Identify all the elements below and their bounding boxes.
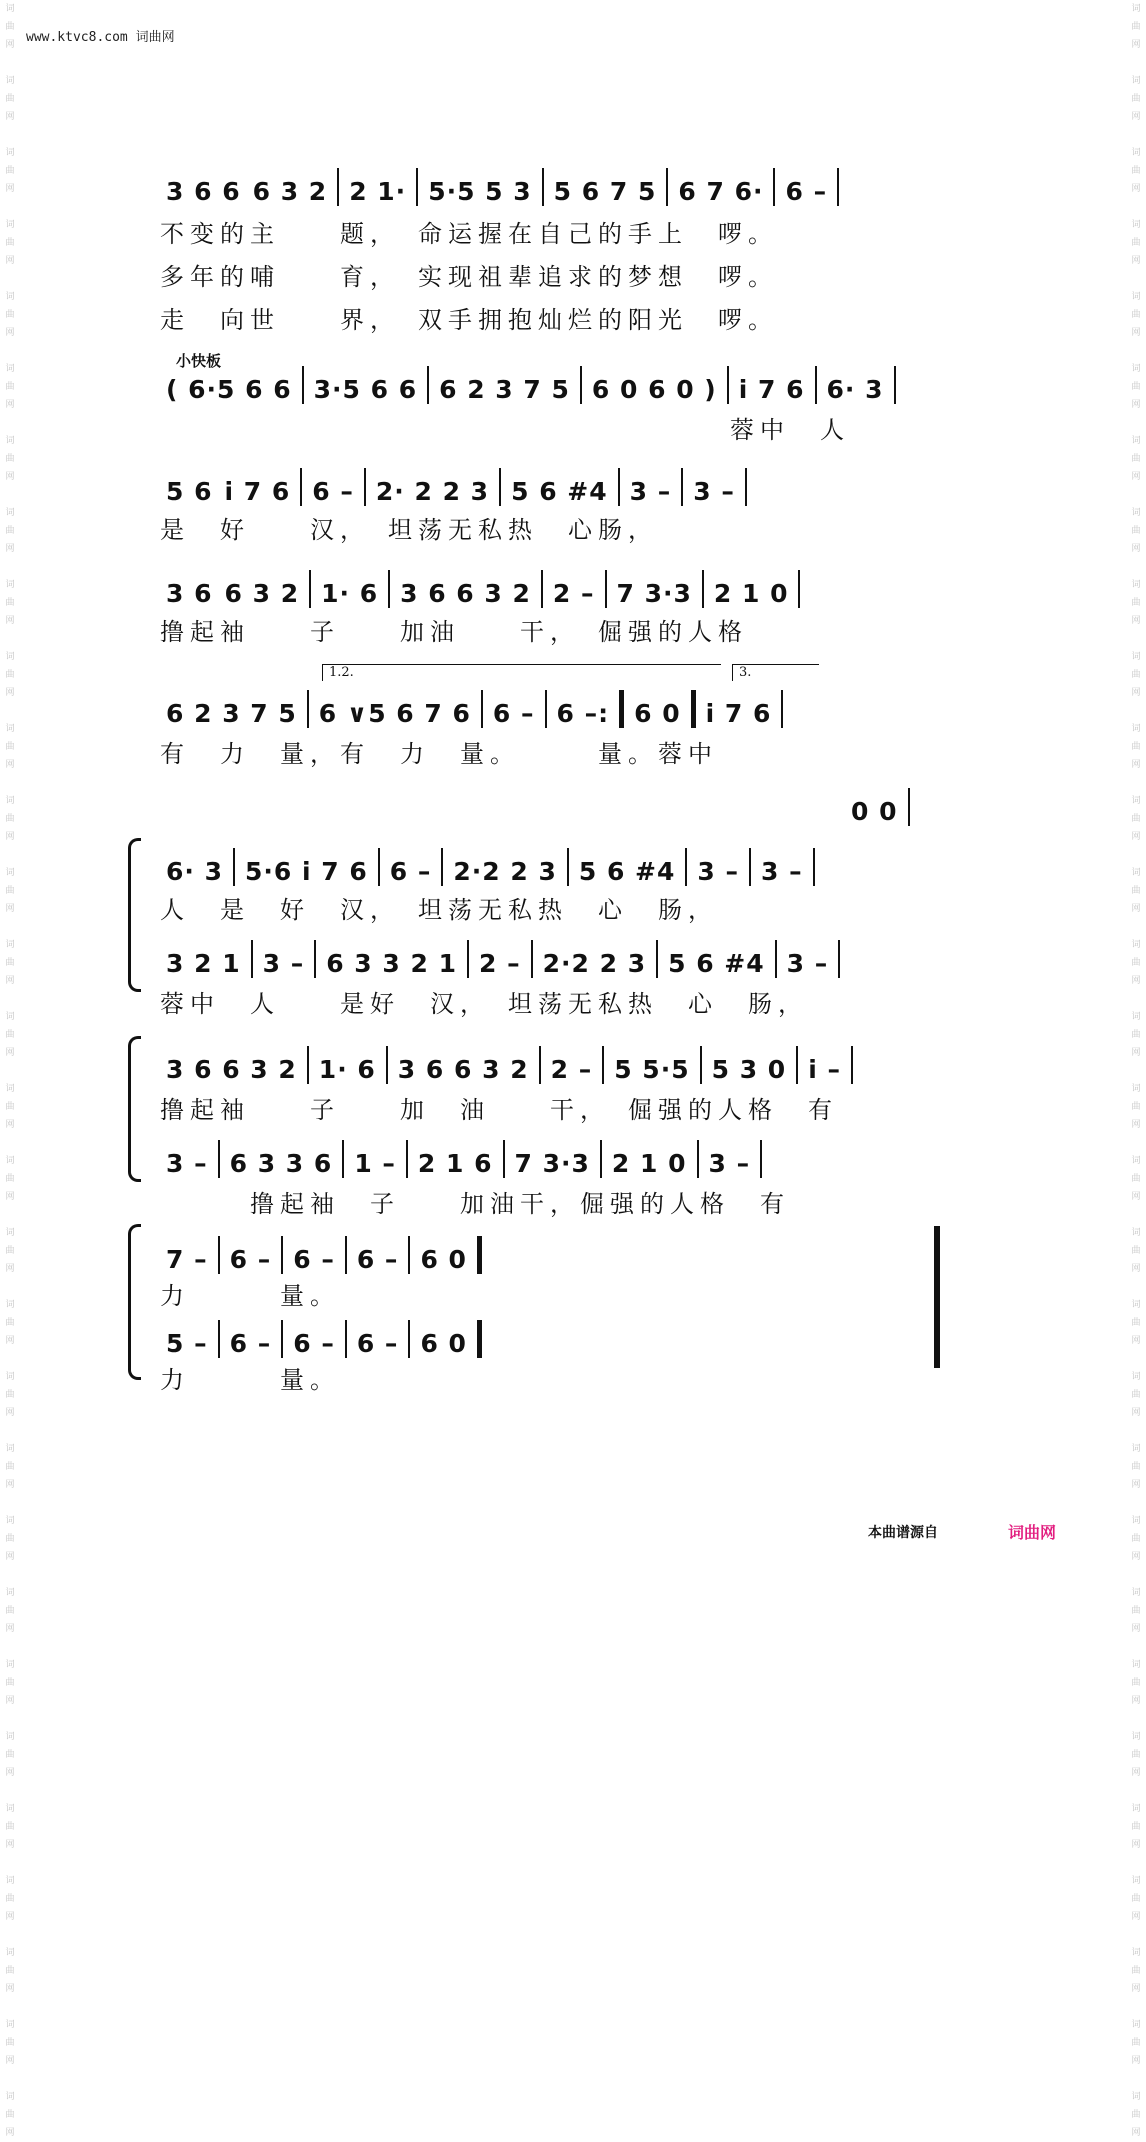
- site-url: www.ktvc8.com 词曲网: [26, 30, 175, 45]
- barline: [307, 690, 309, 728]
- note-group: 5 6 7 5: [553, 177, 657, 206]
- brace-system-10-11: [128, 1224, 141, 1380]
- note-group: 2 –: [552, 579, 595, 608]
- note-group: 2· 2 2 3: [375, 477, 490, 506]
- barline: [233, 848, 235, 886]
- note-group: 6 3 2: [224, 579, 300, 608]
- note-group: 0 0: [851, 797, 898, 826]
- barline: [531, 940, 533, 978]
- system-5-lower-notes: [845, 788, 956, 826]
- note-group: i 7 6: [224, 477, 291, 506]
- barline: [408, 1236, 410, 1274]
- barline: [416, 168, 418, 206]
- system-9-notes: [160, 1140, 986, 1178]
- barline: [345, 1236, 347, 1274]
- barline: [481, 690, 483, 728]
- barline: [681, 468, 683, 506]
- note-group: 6 0: [420, 1329, 467, 1358]
- volta-third-ending: 3.: [732, 664, 819, 681]
- note-group: 3 –: [786, 949, 829, 978]
- note-group: 6· 3: [826, 375, 884, 404]
- note-group: 2·2 2 3: [542, 949, 647, 978]
- barline: [838, 940, 840, 978]
- barline: [251, 940, 253, 978]
- barline: [427, 366, 429, 404]
- system-3-lyric: 是 好 汉， 坦荡无私热 心肠，: [160, 516, 658, 544]
- barline: [300, 468, 302, 506]
- barline: [691, 690, 696, 728]
- barline: [388, 570, 390, 608]
- right-watermark-strip: 词 曲 网 词 曲 网 词 曲 网 词 曲 网 词 曲 网 词 曲 网 词 曲 网 词 曲 网 词 曲 网 词 曲 网 词 曲 网 词 曲 网 词 曲 网 词 曲 网 词 曲 网 词 曲 网 词 曲 网 词 曲 网 词 曲 网 词 曲 网 词 曲 网 词 曲 网 词 曲 网 词 曲 网 词 曲 网 词 曲 网 词 曲 网 词 曲 网 词 曲 网 词 曲 网: [1131, 4, 1141, 2138]
- system-1-lyric-2: 多年的哺 育， 实现祖辈追求的梦想 啰。: [160, 263, 778, 291]
- note-group: 6 –: [229, 1245, 272, 1274]
- left-watermark-strip: 词 曲 网 词 曲 网 词 曲 网 词 曲 网 词 曲 网 词 曲 网 词 曲 网 词 曲 网 词 曲 网 词 曲 网 词 曲 网 词 曲 网 词 曲 网 词 曲 网 词 曲 网 词 曲 网 词 曲 网 词 曲 网 词 曲 网 词 曲 网 词 曲 网 词 曲 网 词 曲 网 词 曲 网 词 曲 网 词 曲 网 词 曲 网 词 曲 网 词 曲 网 词 曲 网: [5, 4, 15, 2138]
- barline: [760, 1140, 762, 1178]
- barline: [580, 366, 582, 404]
- system-4-notes: [160, 570, 986, 608]
- barline: [619, 690, 624, 728]
- barline: [314, 940, 316, 978]
- system-1-lyric-3: 走 向世 界， 双手拥抱灿烂的阳光 啰。: [160, 306, 778, 334]
- barline: [545, 690, 547, 728]
- note-group: 3·5 6 6: [313, 375, 418, 404]
- barline: [342, 1140, 344, 1178]
- barline: [700, 1046, 702, 1084]
- system-1-lyric-1: 不变的主 题， 命运握在自己的手上 啰。: [160, 220, 778, 248]
- note-group: 1· 6: [321, 579, 379, 608]
- barline: [218, 1320, 220, 1358]
- note-group: 2 –: [479, 949, 521, 978]
- note-group: 6 0: [634, 699, 681, 728]
- barline: [307, 1046, 309, 1084]
- note-group: 6 0: [420, 1245, 467, 1274]
- system-6-notes: [160, 848, 986, 886]
- barline: [477, 1320, 482, 1358]
- barline: [798, 570, 800, 608]
- barline: [605, 570, 607, 608]
- barline: [656, 940, 658, 978]
- note-group: 6 –: [356, 1245, 399, 1274]
- note-group: 5 6 #4: [578, 857, 676, 886]
- barline: [541, 570, 543, 608]
- barline: [685, 848, 687, 886]
- brace-system-6-7: [128, 838, 141, 992]
- system-5-notes: [160, 690, 986, 728]
- system-4-lyric: 撸起袖 子 加油 干， 倔强的人格: [160, 618, 748, 646]
- barline: [309, 570, 311, 608]
- note-group: ( 6·5 6 6: [166, 375, 292, 404]
- note-group: 6 3 3 6: [229, 1149, 333, 1178]
- note-group: 6 –: [229, 1329, 272, 1358]
- note-group: 5 6: [166, 477, 213, 506]
- barline: [542, 168, 544, 206]
- barline: [337, 168, 339, 206]
- system-9-lyric: 撸起袖 子 加油干，倔强的人格 有: [160, 1190, 790, 1218]
- note-group: 5 6 #4: [511, 477, 608, 506]
- barline: [600, 1140, 602, 1178]
- barline: [477, 1236, 482, 1274]
- barline: [775, 940, 777, 978]
- note-group: 5 5·5: [614, 1055, 690, 1084]
- system-8-notes: [160, 1046, 986, 1084]
- source-brand: 词曲网: [1008, 1523, 1057, 1542]
- system-7-lyric: 蓉中 人 是好 汉， 坦荡无私热 心 肠，: [160, 990, 808, 1018]
- note-group: i 7 6: [705, 699, 772, 728]
- note-group: 7 3·3: [514, 1149, 590, 1178]
- note-group: 6 7 6·: [678, 177, 764, 206]
- note-group: 5 6 #4: [668, 949, 765, 978]
- note-group: 7 –: [166, 1245, 208, 1274]
- note-group: 3 –: [166, 1149, 208, 1178]
- note-group: 6 3 2: [252, 177, 328, 206]
- note-group: 2 1·: [349, 177, 407, 206]
- barline: [815, 366, 817, 404]
- barline: [837, 168, 839, 206]
- system-11-notes: [160, 1320, 986, 1358]
- note-group: 3 6 6 3 2: [400, 579, 531, 608]
- note-group: 7 3·3: [616, 579, 692, 608]
- note-group: 6 –: [293, 1329, 335, 1358]
- barline: [281, 1320, 283, 1358]
- note-group: 3 6 6 3 2: [166, 1055, 297, 1084]
- final-barline: [934, 1226, 940, 1368]
- note-group: 2 1 0: [611, 1149, 687, 1178]
- barline: [697, 1140, 699, 1178]
- note-group: 5·6 i 7 6: [245, 857, 368, 886]
- barline: [218, 1140, 220, 1178]
- note-group: 3 –: [708, 1149, 751, 1178]
- barline: [567, 848, 569, 886]
- note-group: 5 3 0: [711, 1055, 787, 1084]
- note-group: 6· 3: [166, 857, 223, 886]
- barline: [773, 168, 775, 206]
- barline: [386, 1046, 388, 1084]
- barline: [281, 1236, 283, 1274]
- note-group: 3 –: [693, 477, 735, 506]
- barline: [345, 1320, 347, 1358]
- barline: [406, 1140, 408, 1178]
- system-8-lyric: 撸起袖 子 加 油 干， 倔强的人格 有: [160, 1096, 838, 1124]
- note-group: 3 –: [761, 857, 803, 886]
- note-group: 6 ∨5 6 7 6: [318, 699, 471, 728]
- barline: [666, 168, 668, 206]
- barline: [364, 468, 366, 506]
- barline: [467, 940, 469, 978]
- barline: [781, 690, 783, 728]
- brace-system-8-9: [128, 1036, 141, 1182]
- barline: [796, 1046, 798, 1084]
- system-2-lyric: 蓉中 人: [160, 416, 850, 444]
- note-group: 6 –: [492, 699, 535, 728]
- barline: [441, 848, 443, 886]
- note-group: 6 3 3 2 1: [326, 949, 457, 978]
- tempo-mark: 小快板: [176, 352, 222, 370]
- system-6-lyric: 人 是 好 汉， 坦荡无私热 心 肠，: [160, 896, 718, 924]
- note-group: 3 6 6 3 2: [397, 1055, 529, 1084]
- barline: [702, 570, 704, 608]
- note-group: 2 –: [550, 1055, 593, 1084]
- volta-first-ending: 1.2.: [322, 664, 721, 681]
- note-group: 5·5 5 3: [428, 177, 532, 206]
- note-group: 3 6: [166, 579, 213, 608]
- barline: [602, 1046, 604, 1084]
- note-group: 6 2 3 7 5: [166, 699, 297, 728]
- system-2-notes: [160, 366, 986, 404]
- barline: [727, 366, 729, 404]
- note-group: 6 2 3 7 5: [439, 375, 570, 404]
- note-group: 3 –: [697, 857, 740, 886]
- note-group: 2 1 6: [417, 1149, 493, 1178]
- barline: [908, 788, 910, 826]
- system-10-notes: [160, 1236, 986, 1274]
- barline: [749, 848, 751, 886]
- note-group: 3 –: [262, 949, 305, 978]
- note-group: 6 –: [785, 177, 828, 206]
- note-group: 5 –: [166, 1329, 208, 1358]
- barline: [539, 1046, 541, 1084]
- note-group: 6 0 6 0 ): [591, 375, 717, 404]
- barline: [503, 1140, 505, 1178]
- note-group: 6 –:: [556, 699, 610, 728]
- note-group: 2 1 0: [713, 579, 789, 608]
- note-group: 1· 6: [318, 1055, 376, 1084]
- note-group: 3 6 6: [166, 177, 241, 206]
- barline: [618, 468, 620, 506]
- note-group: 2·2 2 3: [453, 857, 557, 886]
- barline: [894, 366, 896, 404]
- note-group: 1 –: [354, 1149, 396, 1178]
- source-credit-label: 本曲谱源自: [868, 1525, 938, 1541]
- note-group: 3 2 1: [166, 949, 241, 978]
- barline: [378, 848, 380, 886]
- barline: [218, 1236, 220, 1274]
- barline: [851, 1046, 853, 1084]
- note-group: 6 –: [356, 1329, 399, 1358]
- system-1-notes: [160, 168, 986, 206]
- note-group: 6 –: [312, 477, 354, 506]
- barline: [745, 468, 747, 506]
- note-group: i –: [808, 1055, 841, 1084]
- barline: [408, 1320, 410, 1358]
- barline: [302, 366, 304, 404]
- system-3-notes: [160, 468, 986, 506]
- note-group: 3 –: [629, 477, 672, 506]
- note-group: i 7 6: [738, 375, 805, 404]
- barline: [499, 468, 501, 506]
- system-5-lyric: 有 力 量，有 力 量。 量。蓉中: [160, 740, 718, 768]
- note-group: 6 –: [389, 857, 432, 886]
- note-group: 6 –: [293, 1245, 335, 1274]
- system-7-notes: [160, 940, 986, 978]
- system-11-lyric: 力 量。: [160, 1366, 340, 1394]
- system-10-lyric: 力 量。: [160, 1282, 340, 1310]
- barline: [813, 848, 815, 886]
